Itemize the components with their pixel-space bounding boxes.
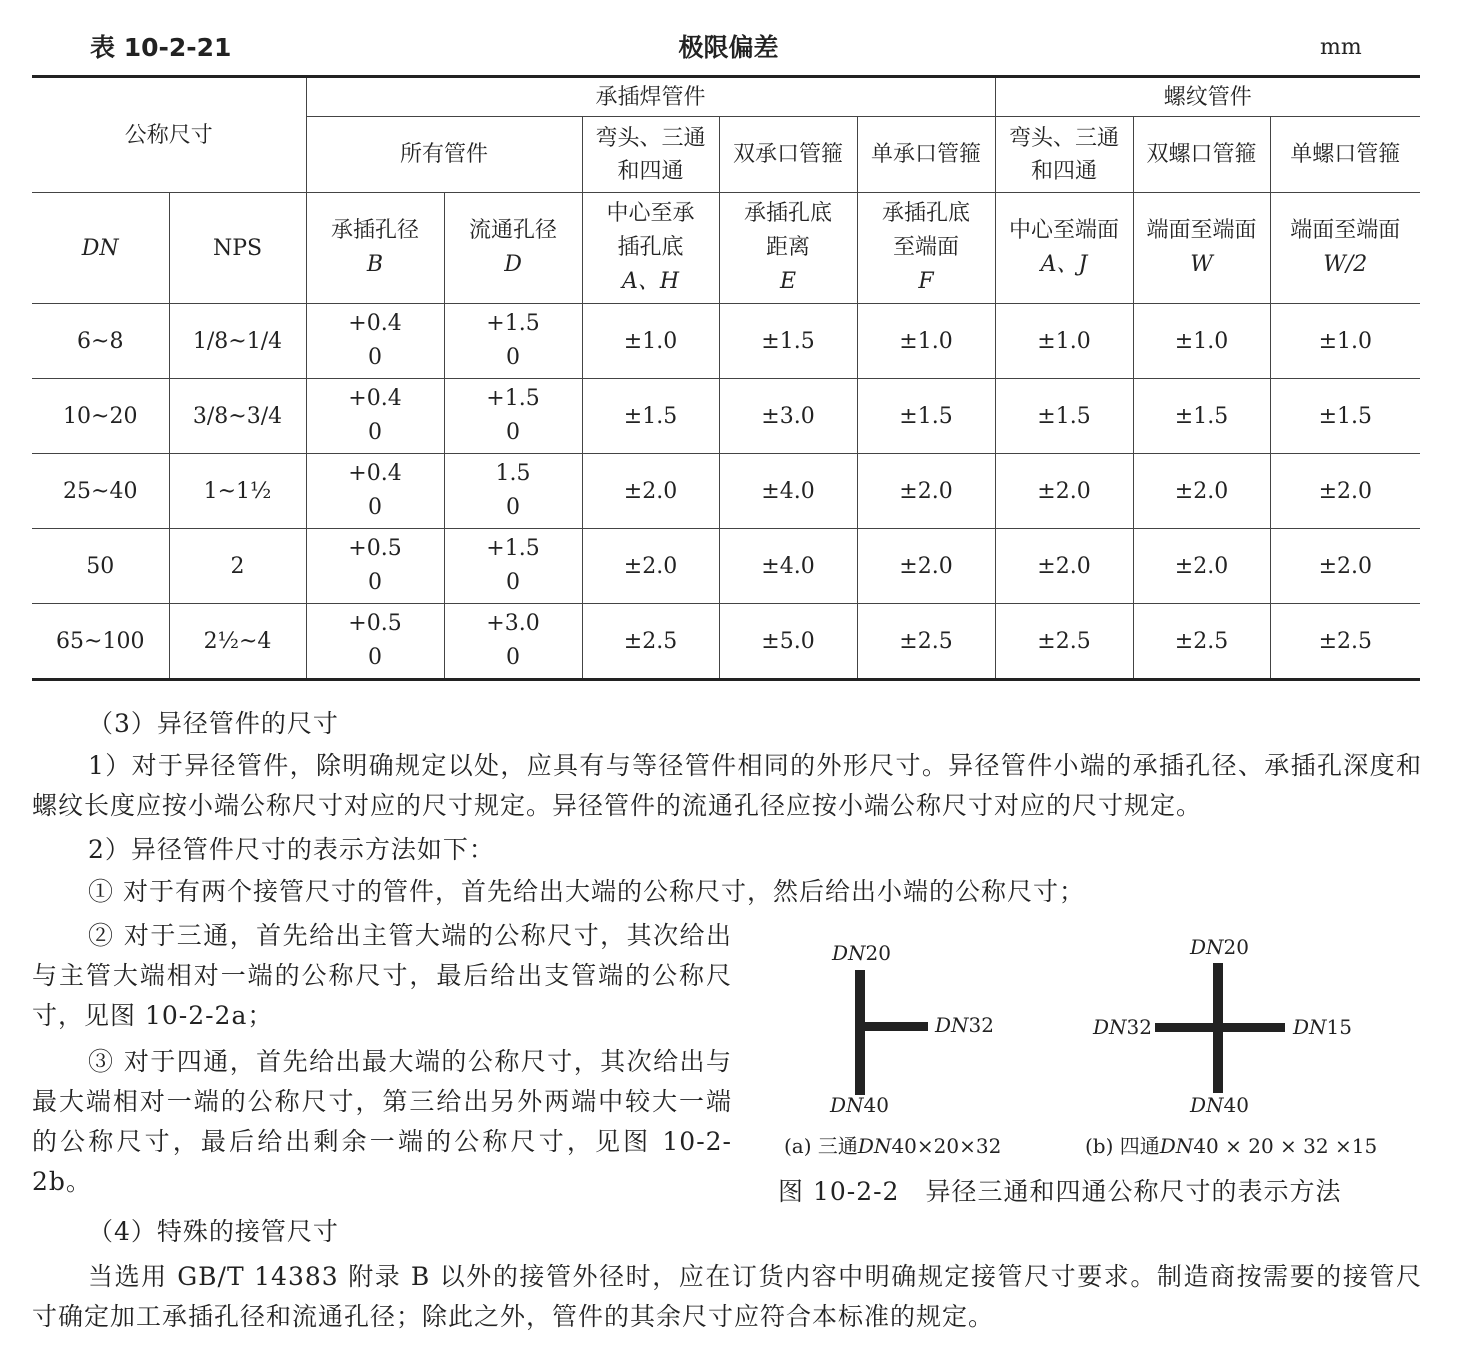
header-double-socket-coupling: 双承口管箍 bbox=[719, 117, 857, 193]
tee-branch-pipe bbox=[860, 1022, 928, 1031]
cell-nps: 3/8~3/4 bbox=[169, 379, 306, 454]
header-group-socket: 承插焊管件 bbox=[306, 77, 995, 117]
cell-ah: ±2.0 bbox=[582, 454, 719, 529]
cell-ah: ±2.5 bbox=[582, 604, 719, 680]
header-end-to-end: 端面至端面 W bbox=[1133, 193, 1270, 304]
cell-nps: 2 bbox=[169, 529, 306, 604]
cell-dn: 10~20 bbox=[32, 379, 169, 454]
cell-aj: ±1.0 bbox=[995, 304, 1133, 379]
header-single-socket-coupling: 单承口管箍 bbox=[857, 117, 995, 193]
header-nominal-size: 公称尺寸 bbox=[32, 77, 306, 193]
table-title: 极限偏差 bbox=[678, 33, 779, 62]
cell-f: ±1.0 bbox=[857, 304, 995, 379]
cell-flow: +1.5 0 bbox=[444, 379, 582, 454]
tee-main-pipe bbox=[855, 970, 865, 1095]
cell-w: ±1.0 bbox=[1133, 304, 1270, 379]
cell-e: ±4.0 bbox=[719, 529, 857, 604]
cell-ah: ±1.5 bbox=[582, 379, 719, 454]
cell-w2: ±2.0 bbox=[1270, 454, 1420, 529]
header-end-to-end-half: 端面至端面 W/2 bbox=[1270, 193, 1420, 304]
cell-bore: +0.4 0 bbox=[306, 454, 444, 529]
cell-nps: 2½~4 bbox=[169, 604, 306, 680]
cell-e: ±5.0 bbox=[719, 604, 857, 680]
section-heading-3: （3）异径管件的尺寸 bbox=[88, 709, 339, 738]
cross-label-right: DN15 bbox=[1293, 1015, 1352, 1039]
cross-label-left: DN32 bbox=[1093, 1015, 1152, 1039]
paragraph-2: 2）异径管件尺寸的表示方法如下： bbox=[88, 835, 495, 864]
header-single-thread-coupling: 单螺口管箍 bbox=[1270, 117, 1420, 193]
limits-table bbox=[32, 75, 1420, 681]
cell-w: ±2.5 bbox=[1133, 604, 1270, 680]
cell-dn: 25~40 bbox=[32, 454, 169, 529]
cell-ah: ±1.0 bbox=[582, 304, 719, 379]
cell-nps: 1/8~1/4 bbox=[169, 304, 306, 379]
cell-w2: ±1.5 bbox=[1270, 379, 1420, 454]
paragraph-5: ③ 对于四通，首先给出最大端的公称尺寸，其次给出与最大端相对一端的公称尺寸，第三给出另外两端中较大一端的公称尺寸，最后给出剩余一端的公称尺寸，见图 10-2-2b。 bbox=[32, 1047, 732, 1196]
paragraph-4: ② 对于三通，首先给出主管大端的公称尺寸，其次给出与主管大端相对一端的公称尺寸，最后给出支管端的公称尺寸，见图 10-2-2a； bbox=[32, 921, 732, 1030]
cell-e: ±1.5 bbox=[719, 304, 857, 379]
tee-label-top: DN20 bbox=[832, 941, 891, 965]
cell-dn: 6~8 bbox=[32, 304, 169, 379]
cell-bore: +0.4 0 bbox=[306, 304, 444, 379]
paragraph-3: ① 对于有两个接管尺寸的管件，首先给出大端的公称尺寸，然后给出小端的公称尺寸； bbox=[88, 877, 1085, 906]
cell-aj: ±1.5 bbox=[995, 379, 1133, 454]
header-nps: NPS bbox=[169, 193, 306, 304]
limits-table-wrapper bbox=[32, 75, 1420, 681]
header-socket-to-end: 承插孔底至端面 F bbox=[857, 193, 995, 304]
cell-flow: +3.0 0 bbox=[444, 604, 582, 680]
cell-nps: 1~1½ bbox=[169, 454, 306, 529]
tee-subcaption: (a) 三通DN40×20×32 bbox=[784, 1134, 1002, 1158]
header-group-thread: 螺纹管件 bbox=[995, 77, 1420, 117]
table-number: 表 10-2-21 bbox=[90, 33, 232, 62]
cell-w2: ±2.0 bbox=[1270, 529, 1420, 604]
cell-f: ±2.0 bbox=[857, 529, 995, 604]
cell-w: ±2.0 bbox=[1133, 529, 1270, 604]
header-center-to-socket: 中心至承插孔底 A、H bbox=[582, 193, 719, 304]
cell-f: ±2.0 bbox=[857, 454, 995, 529]
cell-w2: ±1.0 bbox=[1270, 304, 1420, 379]
header-all-fittings: 所有管件 bbox=[306, 117, 582, 193]
figure-caption: 图 10-2-2 异径三通和四通公称尺寸的表示方法 bbox=[778, 1177, 1342, 1206]
table-row bbox=[32, 304, 1420, 379]
cell-aj: ±2.5 bbox=[995, 604, 1133, 680]
cell-e: ±3.0 bbox=[719, 379, 857, 454]
table-row bbox=[32, 379, 1420, 454]
cell-ah: ±2.0 bbox=[582, 529, 719, 604]
cell-f: ±2.5 bbox=[857, 604, 995, 680]
cell-bore: +0.5 0 bbox=[306, 604, 444, 680]
cell-aj: ±2.0 bbox=[995, 529, 1133, 604]
header-center-to-end: 中心至端面 A、J bbox=[995, 193, 1133, 304]
tee-label-bottom: DN40 bbox=[830, 1093, 889, 1117]
header-dn: DN bbox=[32, 193, 169, 304]
cell-w: ±1.5 bbox=[1133, 379, 1270, 454]
cross-label-bottom: DN40 bbox=[1190, 1093, 1249, 1117]
figure-10-2-2 bbox=[760, 925, 1420, 1215]
cross-horizontal-pipe bbox=[1155, 1023, 1285, 1032]
header-flow-bore: 流通孔径 D bbox=[444, 193, 582, 304]
table-row bbox=[32, 454, 1420, 529]
cell-flow: +1.5 0 bbox=[444, 529, 582, 604]
cell-dn: 50 bbox=[32, 529, 169, 604]
table-unit: mm bbox=[1320, 35, 1362, 60]
cross-subcaption: (b) 四通DN40 × 20 × 32 ×15 bbox=[1085, 1134, 1378, 1158]
paragraph-6: 当选用 GB/T 14383 附录 B 以外的接管外径时，应在订货内容中明确规定接管尺寸要求。制造商按需要的接管尺寸确定加工承插孔径和流通孔径；除此之外，管件的其余尺寸应符合本标准的规定。 bbox=[32, 1262, 1422, 1331]
cell-w2: ±2.5 bbox=[1270, 604, 1420, 680]
cell-aj: ±2.0 bbox=[995, 454, 1133, 529]
header-socket-distance: 承插孔底距离 E bbox=[719, 193, 857, 304]
table-row bbox=[32, 604, 1420, 680]
header-elbow-tee-cross: 弯头、三通和四通 bbox=[582, 117, 719, 193]
cell-e: ±4.0 bbox=[719, 454, 857, 529]
header-elbow-tee-cross-thread: 弯头、三通和四通 bbox=[995, 117, 1133, 193]
header-bore: 承插孔径 B bbox=[306, 193, 444, 304]
cross-label-top: DN20 bbox=[1190, 935, 1249, 959]
cell-dn: 65~100 bbox=[32, 604, 169, 680]
tee-label-branch: DN32 bbox=[935, 1013, 994, 1037]
section-heading-4: （4）特殊的接管尺寸 bbox=[88, 1217, 339, 1246]
cell-bore: +0.5 0 bbox=[306, 529, 444, 604]
paragraph-1: 1）对于异径管件，除明确规定以处，应具有与等径管件相同的外形尺寸。异径管件小端的承插孔径、承插孔深度和螺纹长度应按小端公称尺寸对应的尺寸规定。异径管件的流通孔径应按小端公称尺寸对应的尺寸规定。 bbox=[32, 751, 1422, 820]
cell-flow: 1.5 0 bbox=[444, 454, 582, 529]
table-row bbox=[32, 529, 1420, 604]
header-double-thread-coupling: 双螺口管箍 bbox=[1133, 117, 1270, 193]
cell-bore: +0.4 0 bbox=[306, 379, 444, 454]
cell-flow: +1.5 0 bbox=[444, 304, 582, 379]
cell-f: ±1.5 bbox=[857, 379, 995, 454]
cell-w: ±2.0 bbox=[1133, 454, 1270, 529]
